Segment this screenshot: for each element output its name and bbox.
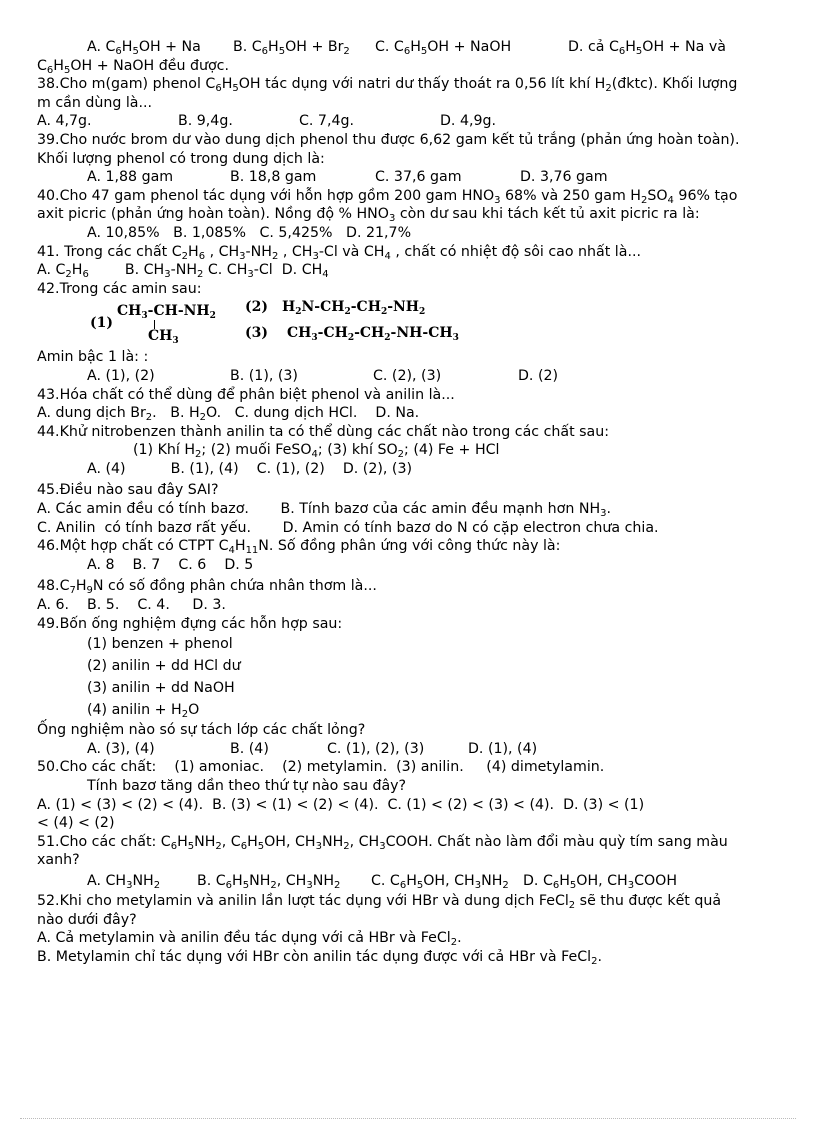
q52-stem-continued: nào dưới đây? <box>37 911 137 928</box>
structure-3-number: (3) <box>245 325 268 342</box>
q40-stem: 40.Cho 47 gam phenol tác dụng với hỗn hợp gồm 200 gam $HNO_3$ 68% và 250 gam $H_2SO_4$ 96% tạo <box>37 187 738 206</box>
q37-option-c: C. $C_6H_5OH$ + NaOH <box>375 39 512 57</box>
q49-options <box>37 740 782 759</box>
q38-options <box>37 112 782 131</box>
q45-options-row-2: C. Anilin có tính bazơ rất yếu. D. Amin có tính bazơ do N có cặp electron chưa chia. <box>37 519 659 536</box>
q38-option-c: C. 7,4g. <box>299 113 355 130</box>
q39-option-a: A. 1,88 gam <box>87 169 174 186</box>
q42-stem: 42.Trong các amin sau: <box>37 280 202 297</box>
q49-item-2: (2) anilin + dd HCl dư <box>87 658 241 675</box>
structure-2-number: (2) <box>245 299 268 316</box>
q37-option-a: A. $C_6H_5OH + Na$ <box>87 39 201 57</box>
q49-option-a: A. (3), (4) <box>87 740 155 757</box>
q42-option-d: D. (2) <box>518 367 559 384</box>
q52-option-b: B. Metylamin chỉ tác dụng với HBr còn anilin tác dụng được với cả HBr và FeCl$_2$. <box>37 948 602 967</box>
amine-structures <box>37 298 782 348</box>
page-bottom-divider <box>20 1118 796 1119</box>
structure-1-number: (1) <box>90 315 113 332</box>
q49-item-1: (1) benzen + phenol <box>87 636 233 653</box>
q42-option-a: A. (1), (2) <box>87 367 155 384</box>
q51-option-a: A. $CH_3NH_2$ <box>87 872 161 891</box>
q51-option-c: C. $C_6H_5OH$, $CH_3NH_2$ <box>371 872 509 891</box>
q49-item-3: (3) anilin + dd NaOH <box>87 680 235 697</box>
q51-option-d: D. $C_6H_5OH$, $CH_3COOH$ <box>523 872 678 891</box>
q37-option-d: D. cả $C_6H_5OH + Na$ và <box>568 39 726 57</box>
q49-option-b: B. (4) <box>230 740 269 757</box>
q51-option-b: B. $C_6H_5NH_2$, $CH_3NH_2$ <box>197 872 341 891</box>
q43-options: A. dung dịch $Br_2$. B. $H_2O$. C. dung dịch HCl. D. Na. <box>37 405 420 424</box>
structure-2-formula: $H_2N-CH_2-CH_2-NH_2$ <box>282 299 426 318</box>
q42-options <box>37 367 782 386</box>
q42-option-c: C. (2), (3) <box>373 367 442 384</box>
q50-question: Tính bazơ tăng dần theo thứ tự nào sau đây? <box>87 778 407 794</box>
q44-choices: (1) Khí $H_2$; (2) muối FeSO$_4$; (3) khí $SO_2$; (4) Fe + HCl <box>133 442 500 461</box>
q39-stem-continued: Khối lượng phenol có trong dung dịch là: <box>37 150 325 167</box>
q41-options: A. $C_2H_6$ B. $CH_3-NH_2$ C. $CH_3-Cl$ D. $CH_4$ <box>37 262 329 281</box>
q40-options: A. 10,85% B. 1,085% C. 5,425% D. 21,7% <box>87 224 412 241</box>
q49-option-d: D. (1), (4) <box>468 740 538 757</box>
structure-1-formula: $CH_3-CH-NH_2$ <box>117 303 216 322</box>
q39-option-b: B. 18,8 gam <box>230 169 317 186</box>
q37-options-row <box>37 38 782 57</box>
q48-options: A. 6. B. 5. C. 4. D. 3. <box>37 597 226 614</box>
q49-item-4: (4) anilin + $H_2O$ <box>87 702 200 721</box>
q37-option-d-continued: $C_6H_5OH$ + NaOH đều được. <box>37 57 229 76</box>
q38-stem: 38.Cho m(gam) phenol $C_6H_5OH$ tác dụng với natri dư thấy thoát ra 0,56 lít khí $H_2(đktc)$. Khối lượng <box>37 76 738 95</box>
structure-1-branch: $CH_3$ <box>148 328 179 347</box>
q41-stem: 41. Trong các chất $C_2H_6$ , $CH_3-NH_2$ , $CH_3-Cl$ và $CH_4$ , chất có nhiệt độ sôi cao nhất là... <box>37 243 641 262</box>
q39-stem: 39.Cho nước brom dư vào dung dịch phenol thu được 6,62 gam kết tủ trắng (phản ứng hoàn toàn). <box>37 131 740 148</box>
q51-stem-continued: xanh? <box>37 852 80 869</box>
q46-stem: 46.Một hợp chất có CTPT $C_4H_{11}N$. Số đồng phân ứng với công thức này là: <box>37 538 561 557</box>
structure-3-formula: $CH_3-CH_2-CH_2-NH-CH_3$ <box>287 325 459 344</box>
q42-option-b: B. (1), (3) <box>230 367 298 384</box>
q48-stem: $48.C_7H_9N$ có số đồng phân chứa nhân thơm là... <box>37 578 377 597</box>
q50-options-row-2: < (4) < (2) <box>37 815 115 832</box>
q45-stem: 45.Điều nào sau đây SAI? <box>37 482 219 499</box>
q39-options <box>37 168 782 187</box>
q38-option-a: A. 4,7g. <box>37 113 92 130</box>
q52-stem: 52.Khi cho metylamin và anilin lần lượt tác dụng với HBr và dung dịch FeCl$_2$ sẽ thu được kết quả <box>37 892 722 911</box>
q39-option-c: C. 37,6 gam <box>375 169 462 186</box>
exam-page <box>37 38 782 966</box>
q37-option-b: B. $C_6H_5OH + Br_2$ <box>233 39 350 57</box>
q51-options <box>37 870 782 892</box>
q42-prompt: Amin bậc 1 là: : <box>37 349 149 366</box>
q49-option-c: C. (1), (2), (3) <box>327 740 425 757</box>
q44-stem: 44.Khử nitrobenzen thành anilin ta có thể dùng các chất nào trong các chất sau: <box>37 423 610 440</box>
q40-stem-continued: axit picric (phản ứng hoàn toàn). Nồng độ % $HNO_3$ còn dư sau khi tách kết tủ axit picric ra là: <box>37 206 700 225</box>
q45-options-row-1: A. Các amin đều có tính bazơ. B. Tính bazơ của các amin đều mạnh hơn $NH_3$. <box>37 501 612 520</box>
q52-option-a: A. Cả metylamin và anilin đều tác dụng với cả HBr và FeCl$_2$. <box>37 930 462 949</box>
q49-stem: 49.Bốn ống nghiệm đựng các hỗn hợp sau: <box>37 615 343 632</box>
q46-options: A. 8 B. 7 C. 6 D. 5 <box>87 556 254 573</box>
q43-stem: 43.Hóa chất có thể dùng để phân biệt phenol và anilin là... <box>37 386 455 403</box>
q49-question: Ống nghiệm nào só sự tách lớp các chất lỏng? <box>37 722 366 739</box>
q38-stem-continued: m cần dùng là... <box>37 94 152 111</box>
q38-option-b: B. 9,4g. <box>178 113 233 130</box>
q51-stem: 51.Cho các chất: $C_6H_5NH_2$, $C_6H_5OH$, $CH_3NH_2$, $CH_3COOH$. Chất nào làm đổi màu quỳ tím sang màu <box>37 833 728 852</box>
q44-options: A. (4) B. (1), (4) C. (1), (2) D. (2), (3) <box>87 460 413 477</box>
q38-option-d: D. 4,9g. <box>440 113 497 130</box>
q50-options-row-1: A. (1) < (3) < (2) < (4). B. (3) < (1) < (2) < (4). C. (1) < (2) < (3) < (4). D. (3) < (1) <box>37 796 645 813</box>
q50-stem: 50.Cho các chất: (1) amoniac. (2) metylamin. (3) anilin. (4) dimetylamin. <box>37 759 605 776</box>
q39-option-d: D. 3,76 gam <box>520 169 608 186</box>
